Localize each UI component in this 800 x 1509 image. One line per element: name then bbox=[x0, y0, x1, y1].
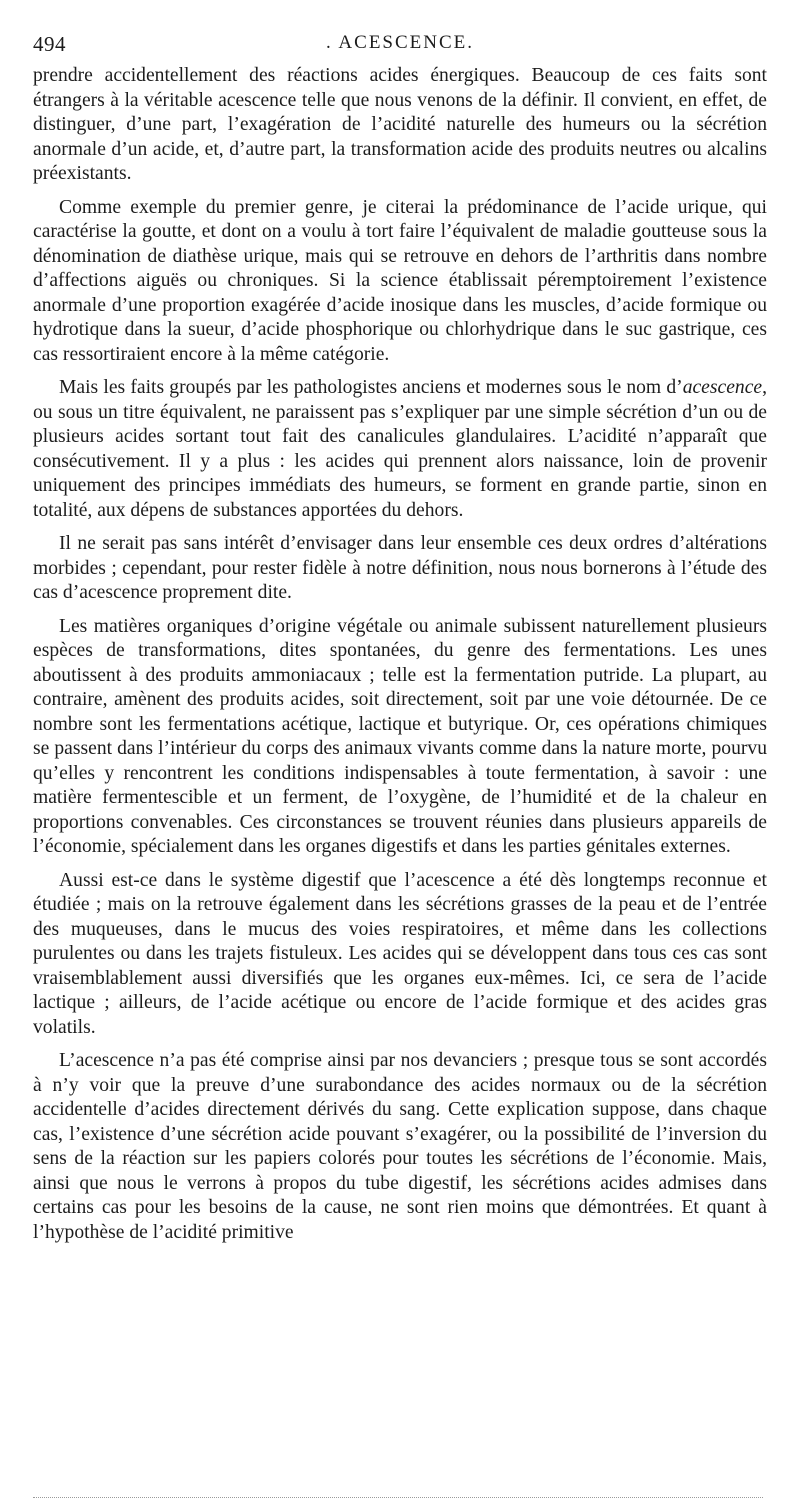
paragraph: Aussi est-ce dans le système digestif que l’acescence a été dès longtemps reconnue et étudiée ; mais on la retrouve également dans les sécrétions grasses de la peau et de l’entrée des muqueuses, dans le mucus des voies respiratoires, et même dans les collections purulentes ou dans les trajets fistuleux. Les acides qui se développent dans tous ces cas sont vraisemblablement aussi diversifiés que les organes eux-mêmes. Ici, ce sera de l’acide lactique ; ailleurs, de l’acide acétique ou encore de l’acide formique et des acides gras volatils. bbox=[33, 869, 767, 1038]
paragraph bbox=[33, 376, 767, 523]
page-number: 494 bbox=[33, 32, 66, 56]
paragraph: L’acescence n’a pas été comprise ainsi par nos devanciers ; presque tous se sont accordés à n’y voir que la preuve d’une surabondance des acides normaux ou de la sécrétion accidentelle d’acides directement dérivés du sang. Cette explication suppose, dans chaque cas, l’existence d’une sécrétion acide pouvant s’exagérer, ou la possibilité de l’inversion du sens de la réaction sur les papiers colorés pour toutes les sécrétions de l’économie. Mais, ainsi que nous le verrons à propos du tube digestif, les sécrétions acides admises dans certains cas pour les besoins de la cause, ne sont rien moins que démontrées. Et quant à l’hypothèse de l’acidité primitive bbox=[33, 1050, 767, 1243]
running-head bbox=[33, 30, 767, 58]
paragraph-text: Mais les faits groupés par les pathologistes anciens et modernes sous le nom d’ bbox=[59, 377, 683, 398]
book-page bbox=[33, 30, 767, 1254]
paragraph: Il ne serait pas sans intérêt d’envisager dans leur ensemble ces deux ordres d’altérations morbides ; cependant, pour rester fidèle à notre définition, nous nous bornerons à l’étude des cas d’acescence proprement dite. bbox=[33, 533, 767, 603]
running-title: . ACESCENCE. bbox=[325, 32, 475, 53]
paragraph-text: , ou sous un titre équivalent, ne paraissent pas s’expliquer par une simple sécrétion d’un ou de plusieurs acides sortant tout fait des canalicules glandulaires. L’acidité n’apparaît que consécutivement. Il y a plus : les acides qui prennent alors naissance, loin de provenir uniquement des principes immédiats des humeurs, se forment en grande partie, sinon en totalité, aux dépens de substances apportées du dehors. bbox=[33, 377, 767, 521]
paragraph: Les matières organiques d’origine végétale ou animale subissent naturellement plusieurs espèces de transformations, dites spontanées, du genre des fermentations. Les unes aboutissent à des produits ammoniacaux ; telle est la fermentation putride. La plupart, au contraire, amènent des produits acides, soit directement, soit par une voie détournée. De ce nombre sont les fermentations acétique, lactique et butyrique. Or, ces opérations chimiques se passent dans l’intérieur du corps des animaux vivants comme dans la nature morte, pourvu qu’elles y rencontrent les conditions indispensables à toute fermentation, à savoir : une matière fermentescible et un ferment, de l’oxygène, de l’humidité et de la chaleur en proportions convenables. Ces circonstances se trouvent réunies dans plusieurs appareils de l’économie, spécialement dans les organes digestifs et dans les parties génitales externes. bbox=[33, 615, 767, 857]
paragraph: prendre accidentellement des réactions acides énergiques. Beaucoup de ces faits sont étrangers à la véritable acescence telle que nous venons de la définir. Il convient, en effet, de distinguer, d’une part, l’exagération de l’acidité naturelle des humeurs ou la sécrétion anormale d’un acide, et, d’autre part, la transformation acide des produits neutres ou alcalins préexistants. bbox=[33, 65, 767, 184]
paragraph: Comme exemple du premier genre, je citerai la prédominance de l’acide urique, qui caractérise la goutte, et dont on a voulu à tort faire l’équivalent de maladie goutteuse sous la dénomination de diathèse urique, mais qui se retrouve en dehors de l’arthritis dans nombre d’affections aiguës ou chroniques. Si la science établissait péremptoirement l’existence anormale d’une proportion exagérée d’acide inosique dans les muscles, d’acide formique ou hydrotique dans la sueur, d’acide phosphorique ou chlorhydrique dans le suc gastrique, ces cas ressortiraient encore à la même catégorie. bbox=[33, 196, 767, 365]
emphasized-term: acescence bbox=[682, 377, 763, 398]
bottom-rule bbox=[33, 1497, 763, 1498]
body-text bbox=[33, 64, 767, 1245]
